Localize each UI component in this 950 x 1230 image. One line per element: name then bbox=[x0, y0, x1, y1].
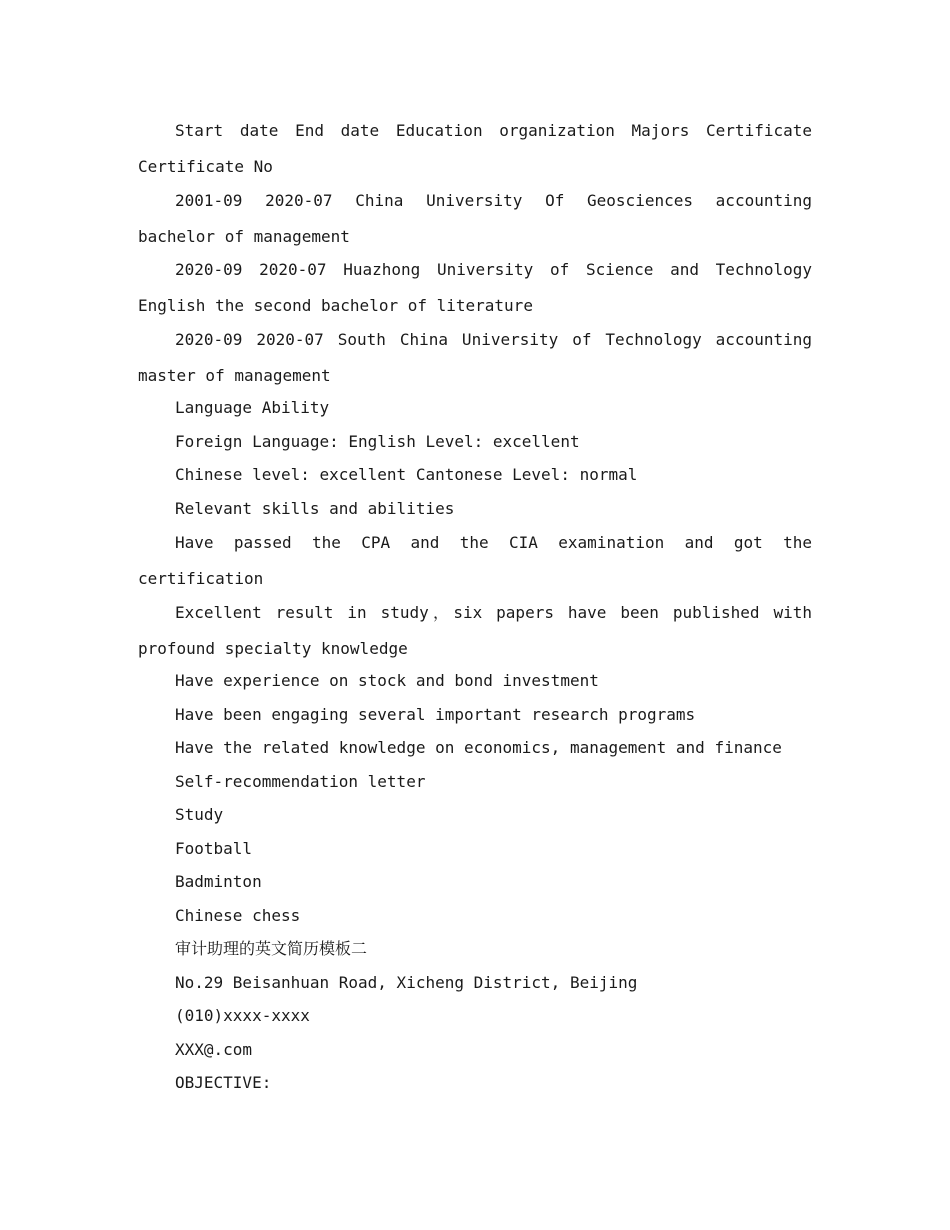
skill-item: Have been engaging several important research programs bbox=[175, 704, 696, 724]
template-title: 审计助理的英文简历模板二 bbox=[175, 939, 368, 958]
language-chinese: Chinese level: excellent Cantonese Level: normal bbox=[175, 465, 638, 484]
hobby-item: Study bbox=[175, 805, 224, 824]
self-recommendation-heading: Self-recommendation letter bbox=[175, 771, 426, 791]
language-heading: Language Ability bbox=[175, 398, 330, 417]
skill-item: Have experience on stock and bond investment bbox=[175, 671, 599, 690]
skills-heading: Relevant skills and abilities bbox=[175, 498, 455, 518]
contact-address: No.29 Beisanhuan Road, Xicheng District, Beijing bbox=[175, 972, 638, 992]
contact-phone: (010)xxxx-xxxx bbox=[175, 1006, 310, 1025]
language-foreign: Foreign Language: English Level: excellent bbox=[175, 431, 580, 451]
education-row: 2020-09 2020-07 Huazhong University of Science and Technology English the second bachelor of literature bbox=[138, 260, 812, 315]
hobby-item: Football bbox=[175, 838, 253, 858]
education-row: 2001-09 2020-07 China University Of Geosciences accounting bachelor of management bbox=[138, 190, 812, 246]
hobby-item: Chinese chess bbox=[175, 905, 301, 925]
skill-item: Excellent result in study，six papers have been published with profound specialty knowledge bbox=[138, 602, 813, 658]
hobby-item: Badminton bbox=[175, 872, 262, 891]
contact-email: XXX@.com bbox=[175, 1039, 253, 1059]
document-page bbox=[138, 113, 812, 1100]
education-row: 2020-09 2020-07 South China University of Technology accounting master of management bbox=[138, 329, 812, 385]
objective-label: OBJECTIVE: bbox=[175, 1073, 272, 1092]
skill-item: Have the related knowledge on economics, management and finance bbox=[175, 738, 782, 757]
skill-item: Have passed the CPA and the CIA examination and got the certification bbox=[138, 533, 812, 588]
education-header-row: Start date End date Education organization Majors Certificate Certificate No bbox=[138, 121, 812, 176]
